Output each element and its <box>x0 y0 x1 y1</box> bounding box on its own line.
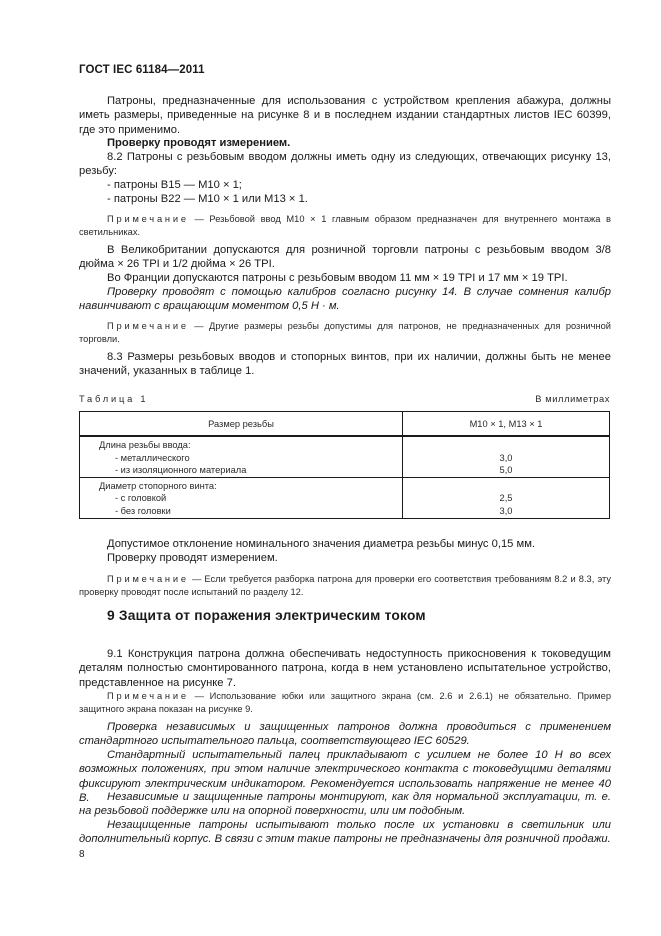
table-units: В миллиметрах <box>535 394 610 404</box>
paragraph-text: Проверку проводят измерением. <box>107 552 278 564</box>
row-group-title: Диаметр стопорного винта: <box>99 480 217 491</box>
row-value: 3,0 <box>499 452 513 463</box>
list-item <box>79 192 611 206</box>
table-header-cell: M10 × 1, M13 × 1 <box>403 412 610 437</box>
note-label: Примечание <box>107 214 189 224</box>
paragraph-check-measurement-2 <box>79 551 611 565</box>
paragraph-text: 9.1 Конструкция патрона должна обеспечивать недоступность прикосновения к токоведущим деталям полностью смонтированного патрона, когда в нем установлено испытательное устройство, представленное на рисунке 7. <box>79 648 611 689</box>
note-4 <box>79 690 611 716</box>
table-row <box>80 436 610 477</box>
paragraph-text: 8.2 Патроны с резьбовым вводом должны иметь одну из следующих, отвечающих рисунку 13, резьбу: <box>79 151 611 178</box>
table-header-row <box>80 412 610 437</box>
paragraph-text: Стандартный испытательный палец прикладывают с усилием не более 10 Н во всех возможных положениях, при этом наличие электрического контакта с токоведущими деталями фиксируют электрическим индикатором. Рекомендуется использовать напряжение не менее 40 В. <box>79 749 611 804</box>
paragraph-tolerance <box>79 537 611 551</box>
paragraph-uk <box>79 243 611 272</box>
note-3 <box>79 573 611 599</box>
clause-9-1 <box>79 647 611 690</box>
document-header: ГОСТ IEC 61184—2011 <box>79 64 205 76</box>
row-value: 2,5 <box>499 493 513 504</box>
paragraph-test-finger <box>79 720 611 749</box>
paragraph-text: 8.3 Размеры резьбовых вводов и стопорных винтов, при их наличии, должны быть не менее значений, указанных в таблице 1. <box>79 351 611 378</box>
paragraph-france <box>79 271 611 285</box>
table-cell <box>403 436 610 477</box>
note-label: Примечание <box>107 691 189 701</box>
row-label: - из изоляционного материала <box>115 465 247 476</box>
table-cell <box>403 477 610 518</box>
note-text: — Другие размеры резьбы допустимы для патронов, не предназначенных для розничной торговли. <box>79 321 611 344</box>
note-2 <box>79 320 611 346</box>
paragraph-text: Незащищенные патроны испытывают только после их установки в светильник или дополнительный корпус. В связи с этим такие патроны не предназначены для розничной продажи. <box>79 819 611 846</box>
clause-8-3 <box>79 350 611 379</box>
row-value: 3,0 <box>499 505 513 516</box>
table-cell <box>80 477 403 518</box>
row-label: - без головки <box>115 505 171 516</box>
row-label: - с головкой <box>115 493 167 504</box>
note-label: Примечание <box>107 574 189 584</box>
note-label: Примечание <box>107 321 189 331</box>
row-value: 5,0 <box>499 465 513 476</box>
list-item-text: - патроны B15 — M10 × 1; <box>107 179 242 191</box>
clause-8-2 <box>79 150 611 179</box>
table-cell <box>80 436 403 477</box>
paragraph-text: Проверку проводят с помощью калибров согласно рисунку 14. В случае сомнения калибр навинчивают с вращающим моментом 0,5 Н · м. <box>79 286 611 313</box>
paragraph-text: Проверка независимых и защищенных патронов должна проводиться с применением стандартного испытательного пальца, соответствующего IEC 60529. <box>79 721 611 748</box>
note-text: — Резьбовой ввод M10 × 1 главным образом предназначен для внутреннего монтажа в светильниках. <box>79 214 611 237</box>
note-text: — Использование юбки или защитного экрана (см. 2.6 и 2.6.1) не обязательно. Пример защитного экрана показан на рисунке 9. <box>79 691 611 714</box>
table-header-cell: Размер резьбы <box>80 412 403 437</box>
list-item-text: - патроны B22 — M10 × 1 или M13 × 1. <box>107 193 308 205</box>
paragraph-mounting <box>79 790 611 819</box>
row-group-title: Длина резьбы ввода: <box>99 440 191 450</box>
row-label: - металлического <box>115 452 190 463</box>
note-text: — Если требуется разборка патрона для проверки его соответствия требованиям 8.2 и 8.3, эту проверку проводят после испытаний по разделу 12. <box>79 574 611 597</box>
paragraph-text: Независимые и защищенные патроны монтируют, как для нормальной эксплуатации, т. е. на резьбовой поддержке или на опорной поверхности, или им подобным. <box>79 791 611 818</box>
paragraph-text: Допустимое отклонение номинального значения диаметра резьбы минус 0,15 мм. <box>107 538 535 550</box>
page-number: 8 <box>79 849 85 860</box>
table-caption: Таблица 1 <box>79 394 149 404</box>
note-1 <box>79 213 611 239</box>
paragraph-text: Во Франции допускаются патроны с резьбовым вводом 11 мм × 19 TPI и 17 мм × 19 TPI. <box>107 272 568 284</box>
paragraph-text: В Великобритании допускаются для розничной торговли патроны с резьбовым вводом 3/8 дюйма × 26 TPI и 1/2 дюйма × 26 TPI. <box>79 244 611 271</box>
table-row <box>80 477 610 518</box>
table-1 <box>79 411 610 519</box>
paragraph-calibre-check <box>79 285 611 314</box>
paragraph-unprotected <box>79 818 611 847</box>
paragraph-check-measurement <box>79 136 611 150</box>
section-9-heading: 9 Защита от поражения электрическим током <box>107 608 426 623</box>
paragraph-text: Проверку проводят измерением. <box>107 137 291 149</box>
paragraph-text: Патроны, предназначенные для использования с устройством крепления абажура, должны иметь размеры, приведенные на рисунке 8 и в последнем издании стандартных листов IEC 60399, где это применимо. <box>79 95 611 136</box>
list-item <box>79 178 611 192</box>
paragraph-lampshade-holders <box>79 94 611 137</box>
